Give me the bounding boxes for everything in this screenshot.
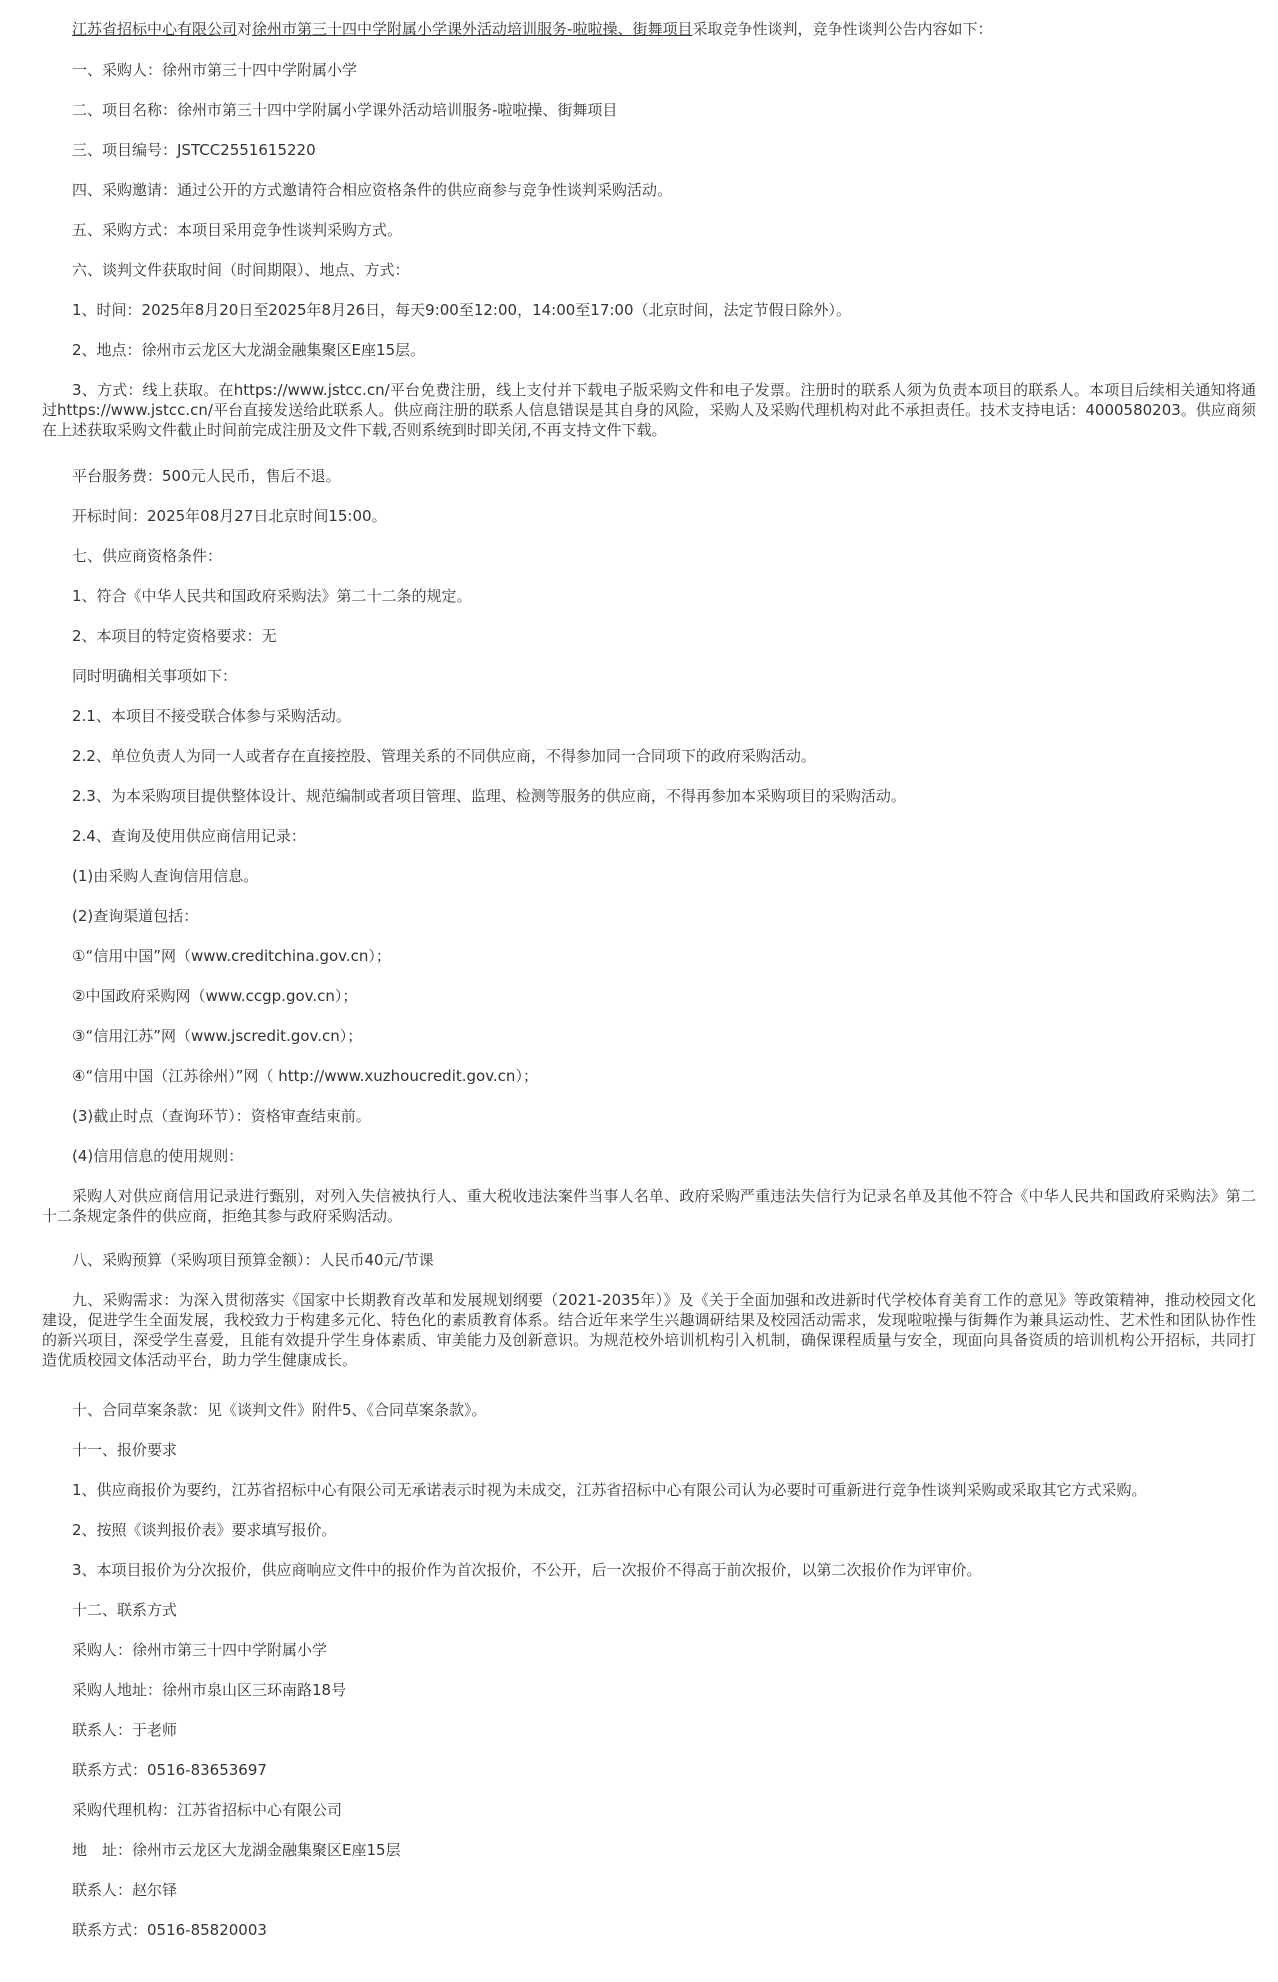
related-matters: 同时明确相关事项如下： <box>72 667 238 685</box>
section-budget: 八、采购预算（采购项目预算金额）：人民币40元/节课 <box>72 1251 434 1269</box>
qualification-1: 1、符合《中华人民共和国政府采购法》第二十二条的规定。 <box>72 587 472 605</box>
acquisition-time: 1、时间：2025年8月20日至2025年8月26日，每天9:00至12:00，14:00至17:00（北京时间，法定节假日除外）。 <box>72 301 852 319</box>
acquisition-location: 2、地点：徐州市云龙区大龙湖金融集聚区E座15层。 <box>72 341 426 359</box>
agency-link[interactable]: 江苏省招标中心有限公司 <box>72 20 238 38</box>
intro-post: 采取竞争性谈判，竞争性谈判公告内容如下： <box>692 20 993 38</box>
section-quotation: 十一、报价要求 <box>72 1441 178 1459</box>
platform-fee: 平台服务费：500元人民币，售后不退。 <box>72 467 341 485</box>
section-project-number: 三、项目编号：JSTCC2551615220 <box>72 141 316 159</box>
quotation-3: 3、本项目报价为分次报价，供应商响应文件中的报价作为首次报价，不公开，后一次报价不得高于前次报价，以第二次报价作为评审价。 <box>72 1561 982 1579</box>
matter-2-3: 2.3、为本采购项目提供整体设计、规范编制或者项目管理、监理、检测等服务的供应商，不得再参加本采购项目的采购活动。 <box>72 787 906 805</box>
credit-usage-detail: 采购人对供应商信用记录进行甄别，对列入失信被执行人、重大税收违法案件当事人名单、政府采购严重违法失信行为记录名单及其他不符合《中华人民共和国政府采购法》第二十二条规定条件的供应商，拒绝其参与政府采购活动。 <box>42 1187 1256 1225</box>
matter-2-2: 2.2、单位负责人为同一人或者存在直接控股、管理关系的不同供应商，不得参加同一合同项下的政府采购活动。 <box>72 747 816 765</box>
section-project-name: 二、项目名称：徐州市第三十四中学附属小学课外活动培训服务-啦啦操、街舞项目 <box>72 101 618 119</box>
section-contacts: 十二、联系方式 <box>72 1601 178 1619</box>
section-qualifications: 七、供应商资格条件： <box>72 547 223 565</box>
matter-2-4: 2.4、查询及使用供应商信用记录： <box>72 827 306 845</box>
contact-agency-person: 联系人：赵尔铎 <box>72 1881 178 1899</box>
qualification-2: 2、本项目的特定资格要求：无 <box>72 627 277 645</box>
credit-usage-rules: (4)信用信息的使用规则： <box>72 1147 244 1165</box>
section-invitation: 四、采购邀请：通过公开的方式邀请符合相应资格条件的供应商参与竞争性谈判采购活动。 <box>72 181 673 199</box>
section-requirements: 九、采购需求：为深入贯彻落实《国家中长期教育改革和发展规划纲要（2021-2035年）》及《关于全面加强和改进新时代学校体育美育工作的意见》等政策精神，推动校园文化建设，促进学生全面发展，我校致力于构建多元化、特色化的素质教育体系。结合近年来学生兴趣调研结果及校园活动需求，发现啦啦操与街舞作为兼具运动性、艺术性和团队协作性的新兴项目，深受学生喜爱，且能有效提升学生身体素质、审美能力及创新意识。为规范校外培训机构引入机制，确保课程质量与安全，现面向具备资质的培训机构公开招标，共同打造优质校园文体活动平台，助力学生健康成长。 <box>42 1291 1256 1369</box>
section-method: 五、采购方式：本项目采用竞争性谈判采购方式。 <box>72 221 403 239</box>
contact-purchaser-person: 联系人：于老师 <box>72 1721 178 1739</box>
opening-time: 开标时间：2025年08月27日北京时间15:00。 <box>72 507 387 525</box>
channel-ccgp: ②中国政府采购网（www.ccgp.gov.cn）； <box>72 987 358 1005</box>
contact-purchaser-address: 采购人地址：徐州市泉山区三环南路18号 <box>72 1681 347 1699</box>
channel-xuzhoucredit: ④“信用中国（江苏徐州）”网（ http://www.xuzhoucredit.gov.cn）； <box>72 1067 538 1085</box>
quotation-2: 2、按照《谈判报价表》要求填写报价。 <box>72 1521 337 1539</box>
channel-creditchina: ①“信用中国”网（www.creditchina.gov.cn）； <box>72 947 391 965</box>
intro-paragraph <box>42 19 1256 39</box>
credit-deadline: (3)截止时点（查询环节）：资格审查结束前。 <box>72 1107 371 1125</box>
intro-pre: 对 <box>237 20 253 38</box>
contact-agency-phone: 联系方式：0516-85820003 <box>72 1921 267 1939</box>
matter-2-1: 2.1、本项目不接受联合体参与采购活动。 <box>72 707 351 725</box>
contact-agency: 采购代理机构：江苏省招标中心有限公司 <box>72 1801 343 1819</box>
section-contract: 十、合同草案条款：见《谈判文件》附件5、《合同草案条款》。 <box>72 1401 487 1419</box>
credit-query-1: (1)由采购人查询信用信息。 <box>72 867 259 885</box>
contact-agency-address: 地 址：徐州市云龙区大龙湖金融集聚区E座15层 <box>72 1841 401 1859</box>
section-purchaser: 一、采购人：徐州市第三十四中学附属小学 <box>72 61 358 79</box>
channel-jscredit: ③“信用江苏”网（www.jscredit.gov.cn）； <box>72 1027 363 1045</box>
credit-query-2: (2)查询渠道包括： <box>72 907 199 925</box>
acquisition-method: 3、方式：线上获取。在https://www.jstcc.cn/平台免费注册，线上支付并下载电子版采购文件和电子发票。注册时的联系人须为负责本项目的联系人。本项目后续相关通知将通过https://www.jstcc.cn/平台直接发送给此联系人。供应商注册的联系人信息错误是其自身的风险，采购人及采购代理机构对此不承担责任。技术支持电话：4000580203。供应商须在上述获取采购文件截止时间前完成注册及文件下载,否则系统到时即关闭,不再支持文件下载。 <box>42 381 1256 439</box>
section-document-acquisition: 六、谈判文件获取时间（时间期限）、地点、方式： <box>72 261 410 279</box>
quotation-1: 1、供应商报价为要约，江苏省招标中心有限公司无承诺表示时视为未成交，江苏省招标中心有限公司认为必要时可重新进行竞争性谈判采购或采取其它方式采购。 <box>72 1481 1147 1499</box>
project-link[interactable]: 徐州市第三十四中学附属小学课外活动培训服务-啦啦操、街舞项目 <box>252 20 693 38</box>
contact-purchaser: 采购人：徐州市第三十四中学附属小学 <box>72 1641 328 1659</box>
contact-purchaser-phone: 联系方式：0516-83653697 <box>72 1761 267 1779</box>
